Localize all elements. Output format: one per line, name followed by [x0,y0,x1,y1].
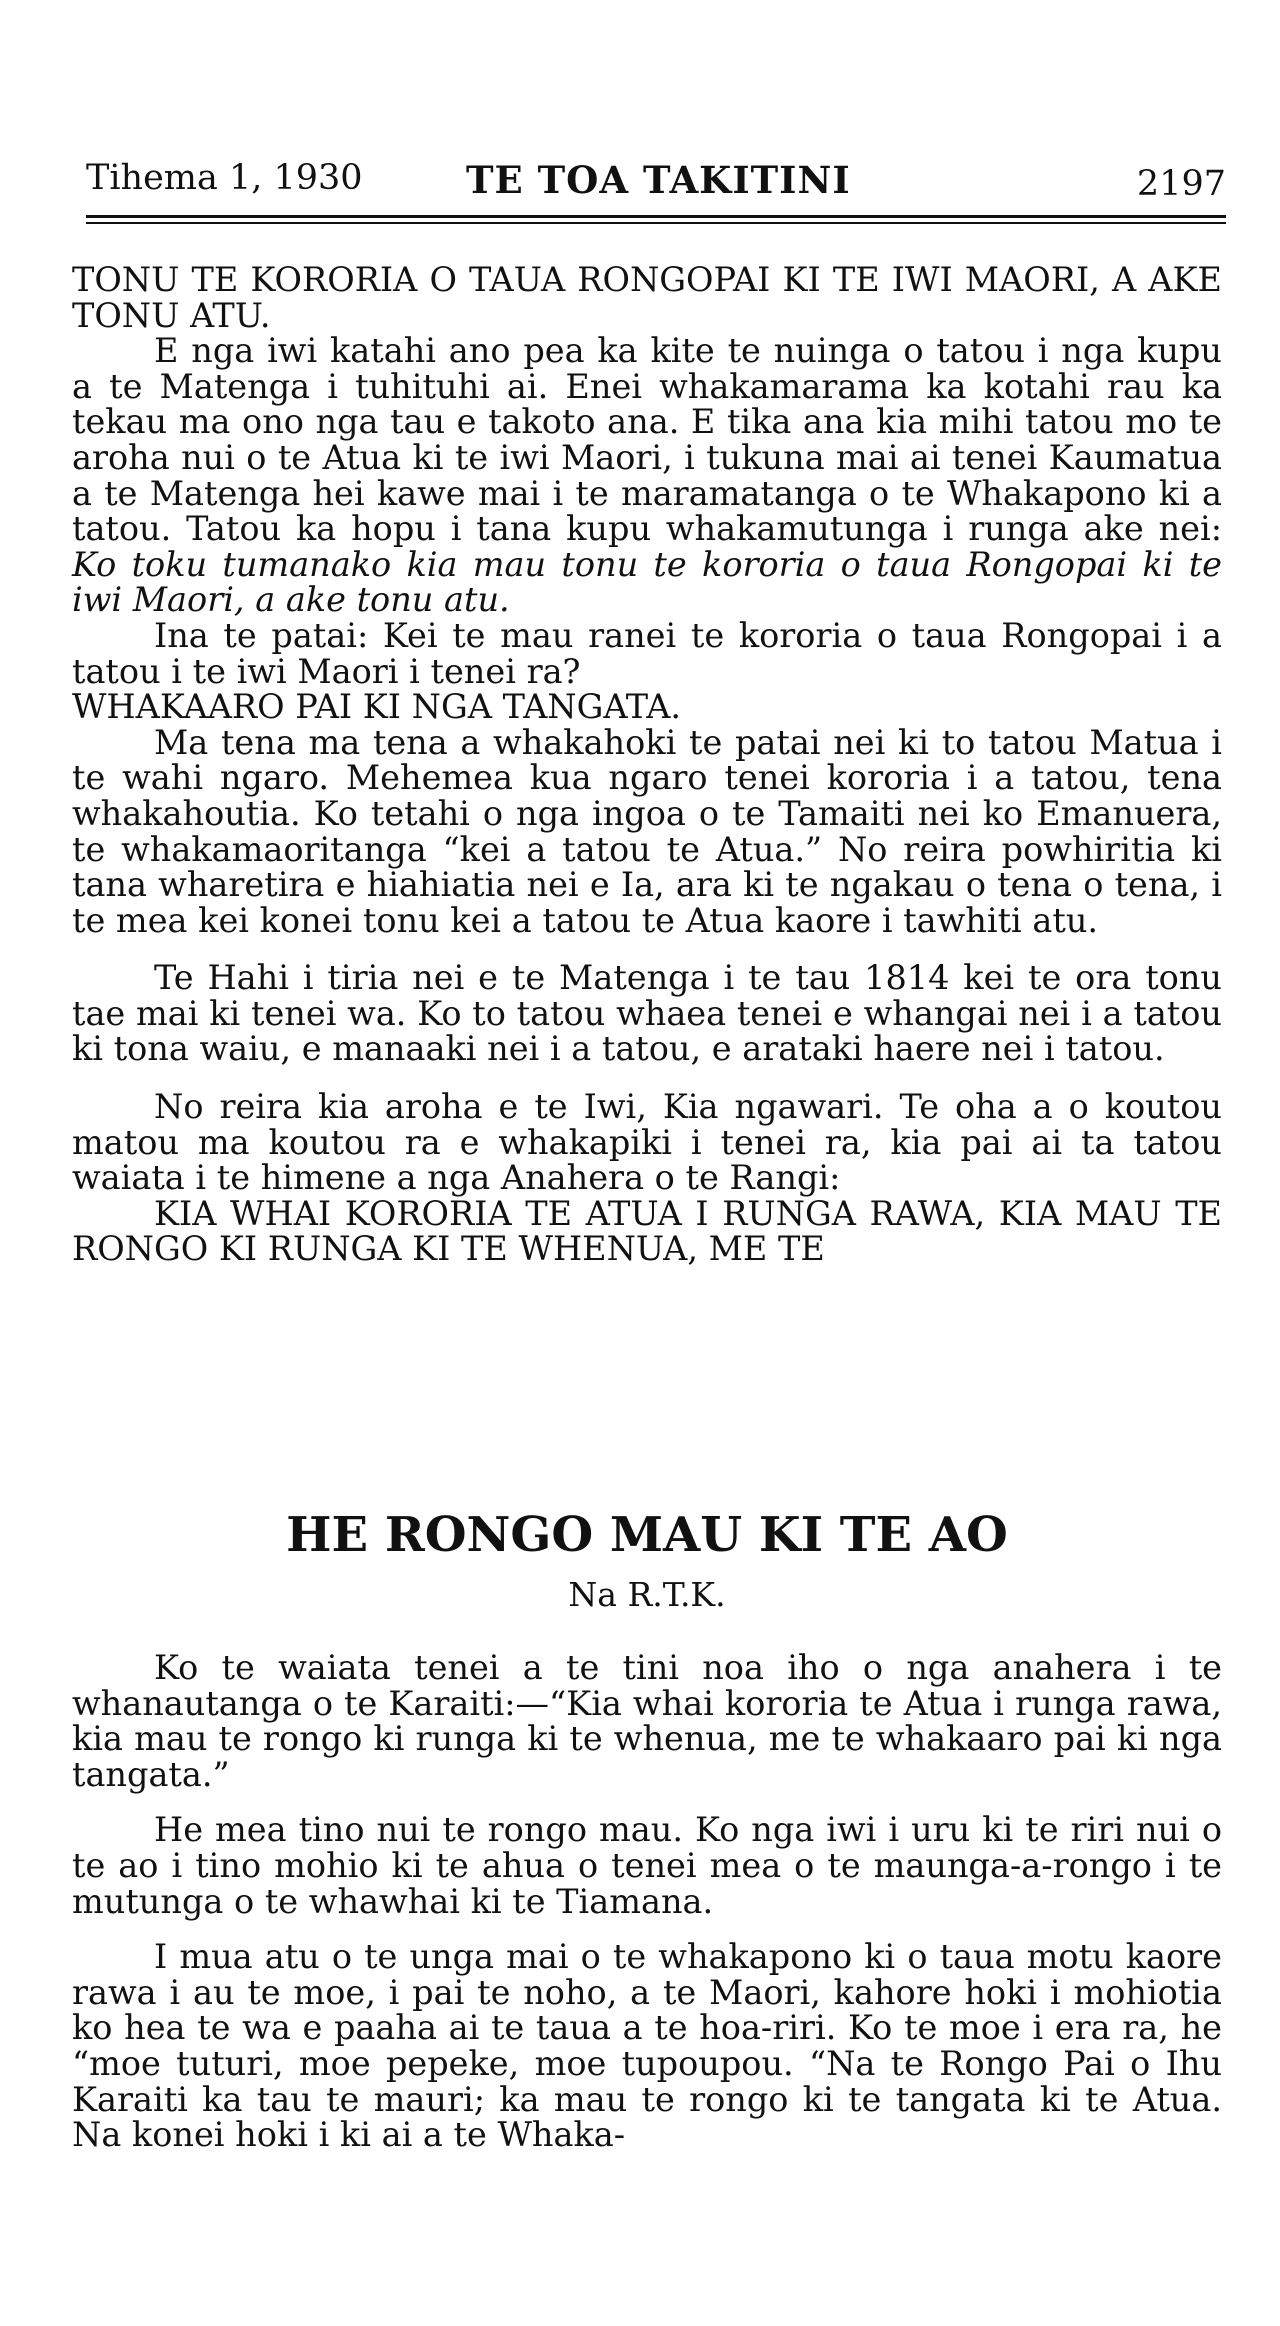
article-title-block [72,1505,1222,1617]
section-heading: TONU TE KORORIA O TAUA RONGOPAI KI TE IWI MAORI, A AKE TONU ATU. [72,260,1222,335]
page-number: 2197 [1136,164,1226,204]
publication-title: TE TOA TAKITINI [466,158,851,202]
paragraph: No reira kia aroha e te Iwi, Kia ngawari. Te oha a o koutou matou ma koutou ra e whakapiki i tenei ra, kia pai ai ta tatou waiata i te himene a nga Anahera o te Rangi: [72,1087,1222,1198]
paragraph: Te Hahi i tiria nei e te Matenga i te tau 1814 kei te ora tonu tae mai ki tenei wa. Ko to tatou whaea tenei e whangai nei i a tatou ki tona waiu, e manaaki nei i a tatou, e arataki haere nei i tatou. [72,958,1222,1069]
article-byline: Na R.T.K. [568,1575,726,1614]
paragraph: I mua atu o te unga mai o te whakapono ki o taua motu kaore rawa i au te moe, i pai te noho, a te Maori, kahore hoki i mohiotia ko hea te wa e paaha ai te taua a te hoa-riri. Ko te moe i era ra, he “moe tuturi, moe pepeke, moe tupoupou. “Na te Rongo Pai o Ihu Karaiti ka tau te mauri; ka mau te rongo ki te tangata ki te Atua. Na konei hoki i ki ai a te Whaka- [72,1937,1222,2155]
continued-article [72,262,1222,1267]
subheading: WHAKAARO PAI KI NGA TANGATA. [72,687,682,727]
paragraph: Ko te waiata tenei a te tini noa iho o nga anahera i te whanautanga o te Karaiti:—“Kia whai kororia te Atua i runga rawa, kia mau te rongo ki runga ki te whenua, me te whakaaro pai ki nga tangata.” [72,1648,1222,1794]
paragraph-text: E nga iwi katahi ano pea ka kite te nuinga o tatou i nga kupu a te Matenga i tuhituhi ai. Enei whakamarama ka kotahi rau ka tekau ma ono nga tau e takoto ana. E tika ana kia mihi tatou mo te aroha nui o te Atua ki te iwi Maori, i tukuna mai ai tenei Kaumatua a te Matenga hei kawe mai i te maramatanga o te Whakapono ki a tatou. Tatou ka hopu i tana kupu whakamutunga i runga ake nei: [72,331,1222,549]
article-body [72,1650,1222,2153]
hymn-quote: KIA WHAI KORORIA TE ATUA I RUNGA RAWA, KIA MAU TE RONGO KI RUNGA KI TE WHENUA, ME TE [72,1193,1222,1269]
paragraph: Ina te patai: Kei te mau ranei te kororia o taua Rongopai i a tatou i te iwi Maori i tenei ra? [72,615,1222,691]
paragraph: Ma tena ma tena a whakahoki te patai nei ki to tatou Matua i te wahi ngaro. Mehemea kua ngaro tenei kororia i a tatou, tena whakahoutia. Ko tetahi o nga ingoa o te Tamaiti nei ko Emanuera, te whakamaoritanga “kei a tatou te Atua.” No reira powhiritia ki tana wharetira e hiahiatia nei e Ia, ara ki te ngakau o tena o tena, i te mea kei konei tonu kei a tatou te Atua kaore i tawhiti atu. [72,722,1222,940]
header-date: Tihema 1, 1930 [86,158,363,198]
paragraph: He mea tino nui te rongo mau. Ko nga iwi i uru ki te riri nui o te ao i tino mohio ki te ahua o tenei mea o te maunga-a-rongo i te mutunga o te whawhai ki te Tiamana. [72,1810,1222,1921]
header-rule-thick [86,215,1226,218]
paragraph [72,333,1222,618]
article-title: HE RONGO MAU KI TE AO [286,1507,1008,1563]
header-rule-thin [86,222,1226,224]
italic-quote: Ko toku tumanako kia mau tonu te kororia o taua Rongopai ki te iwi Maori, a ake tonu atu. [72,544,1222,620]
page-header [86,158,1226,208]
